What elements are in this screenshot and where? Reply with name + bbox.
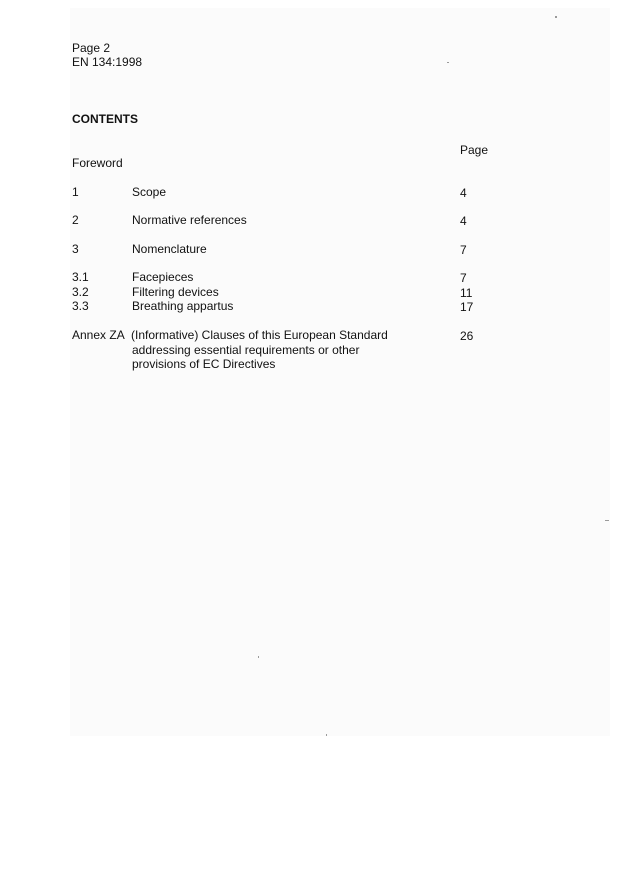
toc-entry-title: Nomenclature [132, 242, 207, 256]
toc-entry-title: Facepieces [132, 270, 194, 284]
toc-entry-number: 3 [72, 242, 79, 256]
scan-speck [555, 16, 557, 18]
toc-entry-page: 17 [460, 300, 474, 314]
standard-reference: EN 134:1998 [72, 55, 143, 69]
page-label: Page 2 [72, 41, 111, 55]
toc-entry-title: Scope [132, 185, 167, 199]
toc-foreword-title: Foreword [72, 156, 123, 170]
toc-annex-label: Annex ZA [72, 328, 125, 342]
scan-speck [447, 62, 449, 63]
scan-speck [605, 520, 609, 521]
toc-annex-title-line: provisions of EC Directives [132, 357, 276, 371]
toc-entry-page: 11 [460, 286, 473, 300]
contents-heading: CONTENTS [72, 112, 138, 126]
toc-annex-page: 26 [460, 329, 474, 343]
toc-entry-number: 3.1 [72, 270, 89, 284]
toc-annex-title-line: addressing essential requirements or other [132, 343, 360, 357]
scan-speck [326, 734, 327, 736]
toc-entry-number: 3.3 [72, 299, 89, 313]
toc-entry-title: Breathing appartus [132, 299, 234, 313]
toc-entry-number: 2 [72, 213, 79, 227]
toc-entry-page: 7 [460, 243, 467, 257]
page-column-label: Page [460, 143, 489, 157]
toc-annex-title-line: (Informative) Clauses of this European Standard [131, 328, 388, 342]
toc-entry-title: Filtering devices [132, 285, 219, 299]
scanned-page [70, 8, 610, 736]
toc-entry-page: 4 [460, 214, 467, 228]
toc-entry-title: Normative references [132, 213, 247, 227]
toc-entry-page: 4 [460, 186, 467, 200]
toc-entry-number: 1 [72, 185, 79, 199]
toc-entry-page: 7 [460, 271, 467, 285]
toc-entry-number: 3.2 [72, 285, 89, 299]
scan-speck [258, 656, 259, 658]
